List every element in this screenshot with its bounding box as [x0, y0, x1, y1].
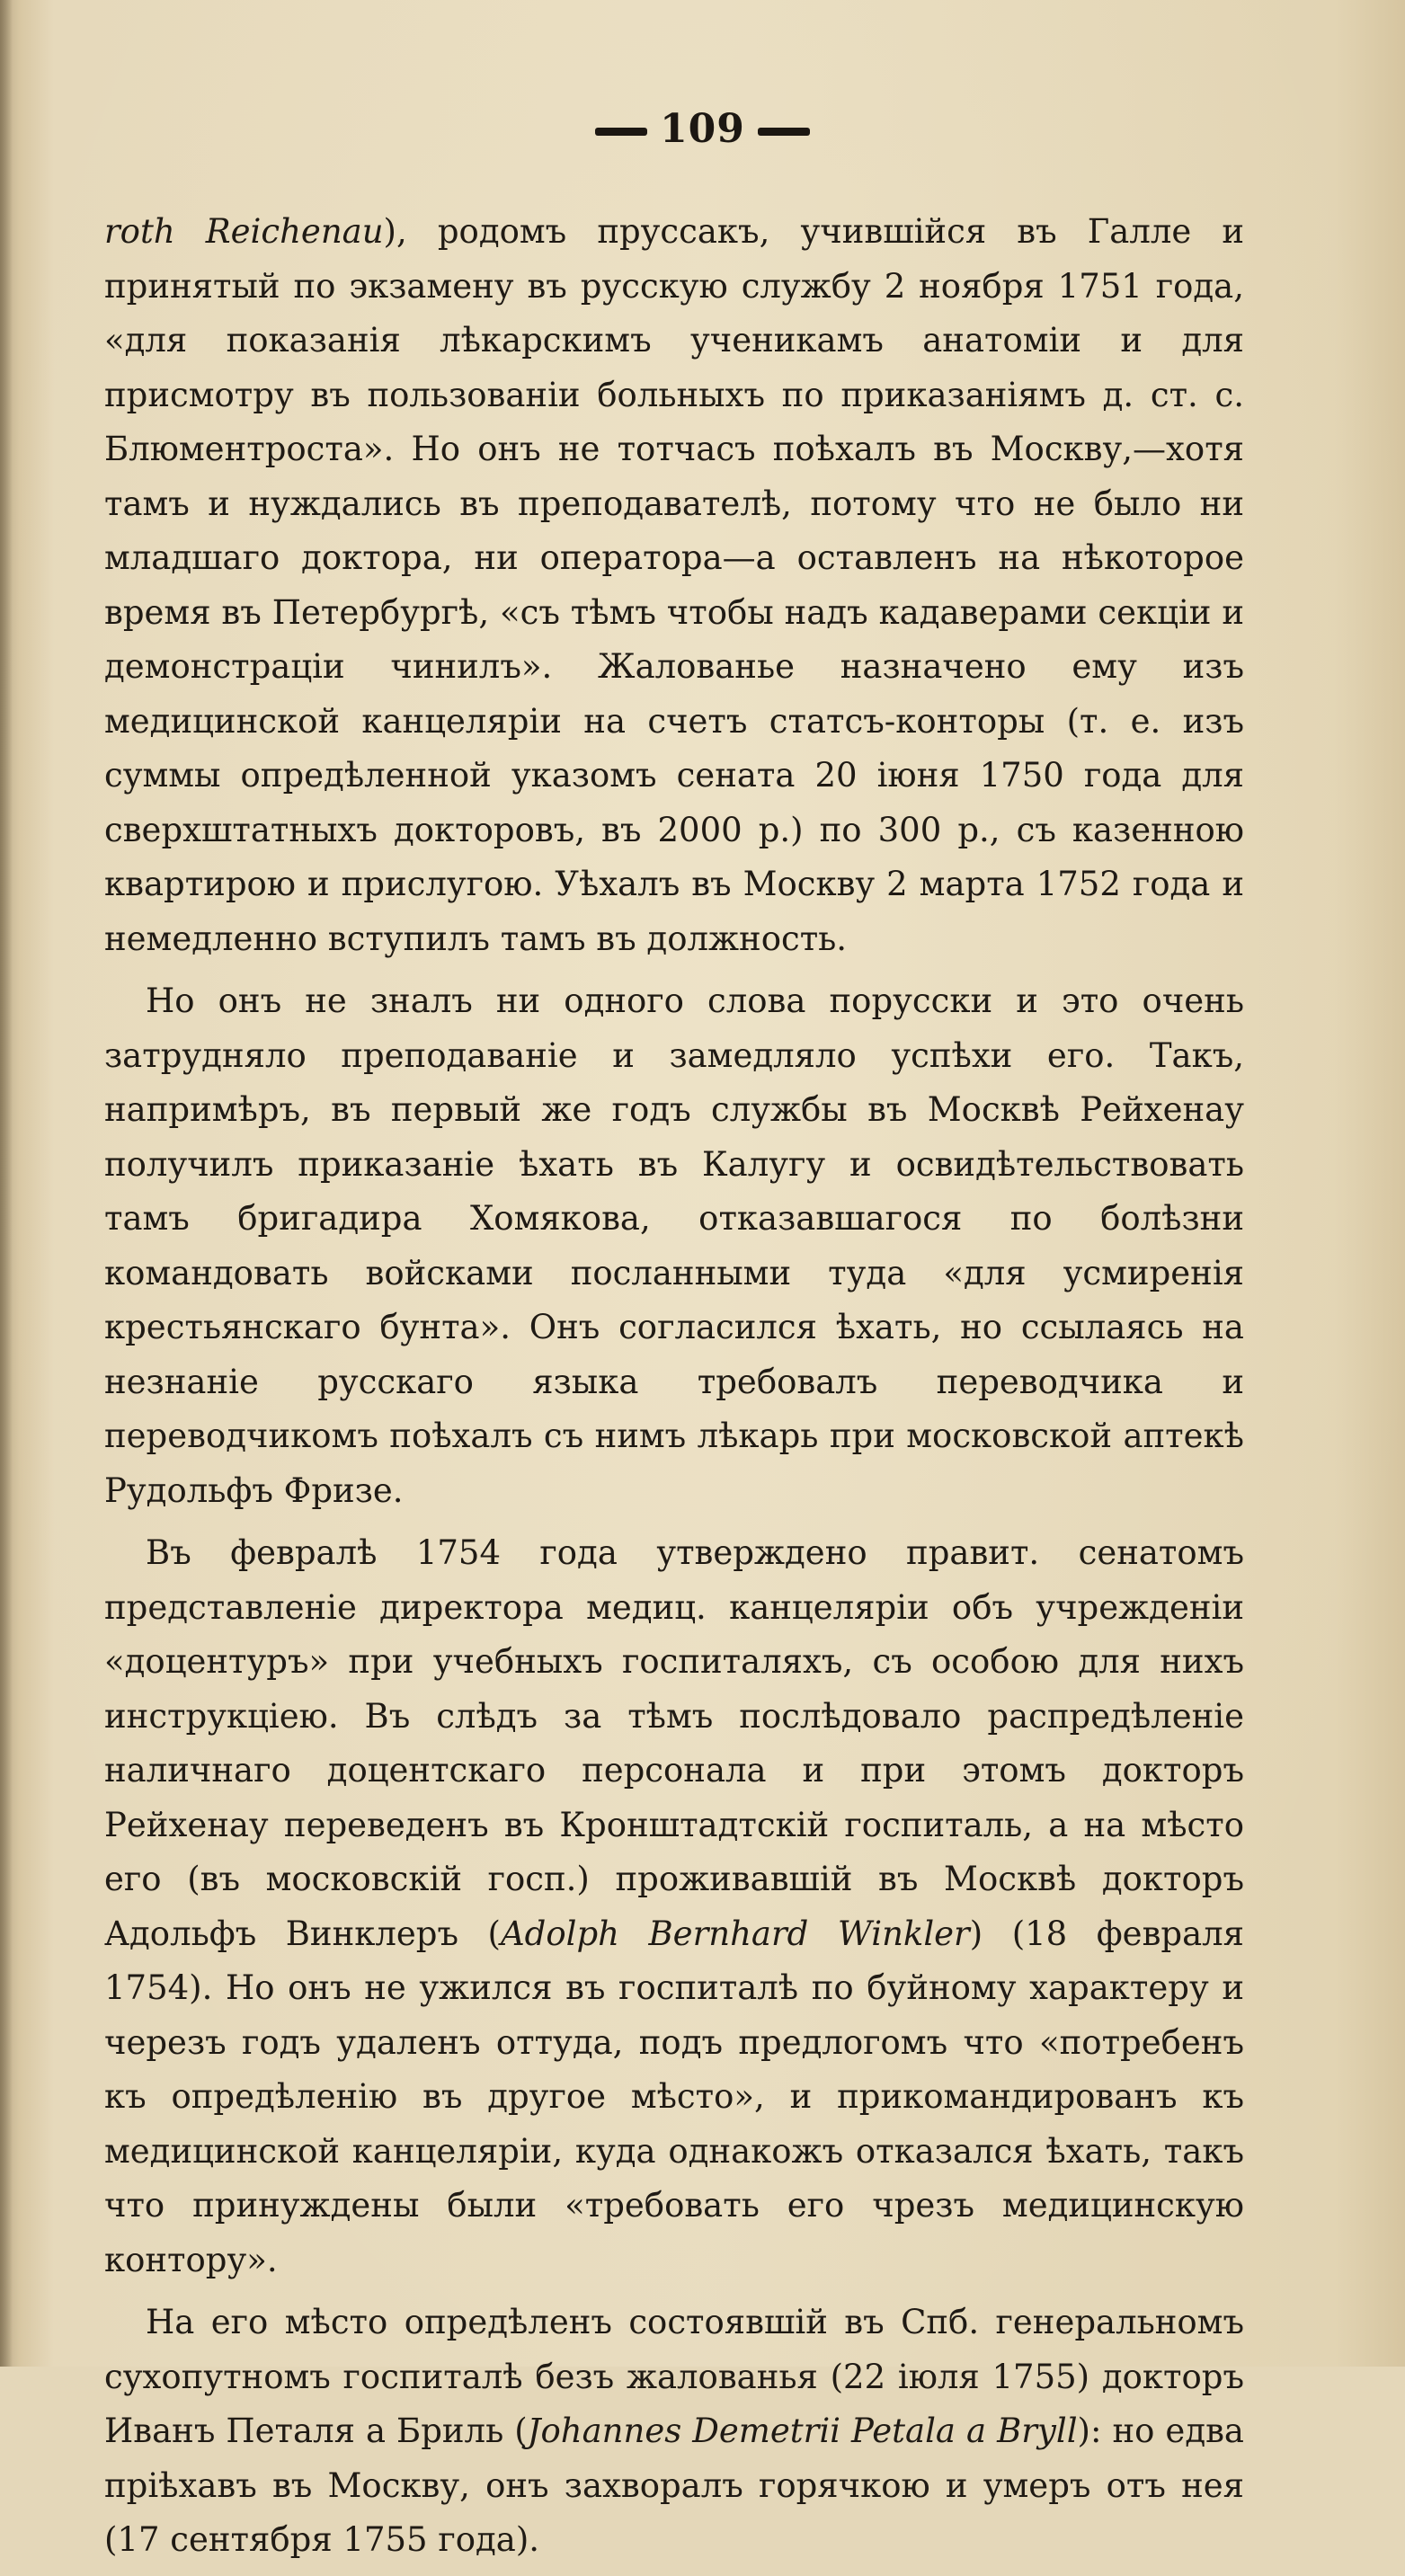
paragraph	[104, 1526, 1244, 2287]
text-run: Но онъ не зналъ ни одного слова порусски и это очень затрудняло преподаванiе и замедляло успѣхи его. Такъ, напримѣръ, въ первый же годъ службы въ Москвѣ Рейхенау получилъ приказанiе ѣхать въ Калугу и освидѣтельствовать тамъ бригадира Хомякова, отказавшагося по болѣзни командовать войсками посланными туда «для усмиренiя крестьянскаго бунта». Онъ согласился ѣхать, но ссылаясь на незнанiе русскаго языка требовалъ переводчика и переводчикомъ поѣхалъ съ нимъ лѣкарь при московской аптекѣ Рудольфъ Фризе.	[104, 982, 1244, 1510]
text-run: ): но едва прiѣхавъ въ Москву, онъ захворалъ горячкою и умеръ отъ нея (17 сентября 1755 года).	[104, 2412, 1244, 2559]
page-number	[0, 106, 1405, 152]
binding-shadow	[0, 0, 13, 2367]
text-run: ) (18 февраля 1754). Но онъ не ужился въ госпиталѣ по буйному характеру и черезъ годъ удаленъ оттуда, подъ предлогомъ что «потребенъ къ опредѣленiю въ другое мѣсто», и прикомандированъ къ медицинской канцелярiи, куда однакожъ отказался ѣхать, такъ что принуждены были «требовать его чрезъ медицинскую контору».	[104, 1914, 1244, 2279]
latin-name: Johannes Demetrii Petala a Bryll	[527, 2412, 1078, 2450]
paragraph	[104, 974, 1244, 1518]
body-text	[104, 205, 1244, 2576]
page-number-value: 109	[660, 106, 745, 152]
latin-name: Adolph Bernhard Winkler	[500, 1914, 970, 1953]
page-number-dash-right	[758, 128, 810, 136]
paragraph	[104, 205, 1244, 966]
text-run: Въ февралѣ 1754 года утверждено правит. сенатомъ представленiе директора медиц. канцелярiи объ учрежденiи «доцентуръ» при учебныхъ госпиталяхъ, съ особою для нихъ инструкцiею. Въ слѣдъ за тѣмъ послѣдовало распредѣленiе наличнаго доцентскаго персонала и при этомъ докторъ Рейхенау переведенъ въ Кронштадтскiй госпиталь, а на мѣсто его (въ московскiй госп.) проживавшiй въ Москвѣ докторъ Адольфъ Винклеръ (	[104, 1533, 1244, 1953]
paragraph	[104, 2296, 1244, 2568]
text-run: На его мѣсто опредѣленъ состоявшiй въ Спб. генеральномъ сухопутномъ госпиталѣ безъ жалованья (22 iюля 1755) докторъ Иванъ Петаля а Бриль (	[104, 2303, 1244, 2450]
latin-name: roth Reichenau	[104, 212, 384, 251]
page-number-dash-left	[595, 128, 647, 136]
text-run: ), родомъ пруссакъ, учившiйся въ Галле и принятый по экзамену въ русскую службу 2 ноября 1751 года, «для показанiя лѣкарскимъ ученикамъ анатомiи и для присмотру въ пользованiи больныхъ по приказанiямъ д. ст. с. Блюментроста». Но онъ не тотчасъ поѣхалъ въ Москву,—хотя тамъ и нуждались въ преподавателѣ, потому что не было ни младшаго доктора, ни оператора—а оставленъ на нѣкоторое время въ Петербургѣ, «съ тѣмъ чтобы надъ кадаверами секцiи и демонстрацiи чинилъ». Жалованье назначено ему изъ медицинской канцелярiи на счетъ статсъ-конторы (т. е. изъ суммы опредѣленной указомъ сената 20 iюня 1750 года для сверхштатныхъ докторовъ, въ 2000 р.) по 300 р., съ казенною квартирою и прислугою. Уѣхалъ въ Москву 2 марта 1752 года и немедленно вступилъ тамъ въ должность.	[104, 212, 1244, 958]
